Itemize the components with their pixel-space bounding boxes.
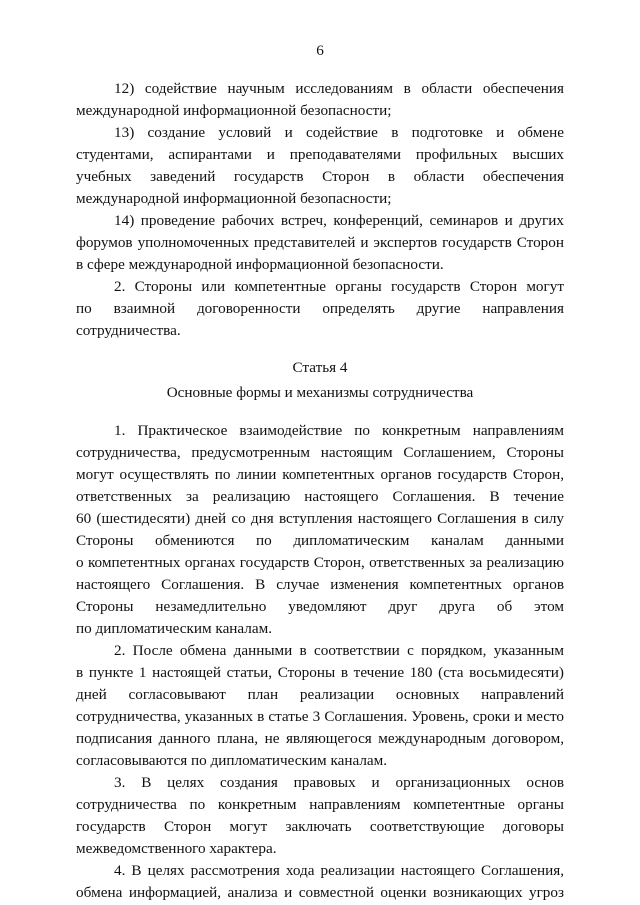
text-line: ответственных за реализацию настоящего Соглашения. В течение	[76, 488, 564, 505]
text-line: 2. После обмена данными в соответствии с порядком, указанным	[114, 642, 564, 659]
text-line: межведомственного характера.	[76, 840, 277, 857]
text-line: форумов уполномоченных представителей и экспертов государств Сторон	[76, 234, 564, 251]
text-line: сотрудничества, указанных в статье 3 Соглашения. Уровень, сроки и место	[76, 708, 564, 725]
text-line: международной информационной безопасности;	[76, 190, 392, 207]
text-line: 12) содействие научным исследованиям в области обеспечения	[114, 80, 564, 97]
article-heading: Статья 4	[292, 359, 348, 376]
text-line: студентами, аспирантами и преподавателями профильных высших	[76, 146, 564, 163]
text-line: в сфере международной информационной безопасности.	[76, 256, 444, 273]
text-line: сотрудничества, предусмотренным настоящим Соглашением, Стороны	[76, 444, 564, 461]
text-line: подписания данного плана, не являющегося международным договором,	[76, 730, 564, 747]
text-line: международной информационной безопасности;	[76, 102, 392, 119]
text-line: 3. В целях создания правовых и организационных основ	[114, 774, 564, 791]
text-line: Стороны незамедлительно уведомляют друг друга об этом	[76, 598, 564, 615]
text-line: по взаимной договоренности определять другие направления	[76, 300, 564, 317]
text-line: обмена информацией, анализа и совместной оценки возникающих угроз	[76, 884, 564, 901]
text-line: учебных заведений государств Сторон в области обеспечения	[76, 168, 564, 185]
text-line: государств Сторон могут заключать соответствующие договоры	[76, 818, 564, 835]
text-line: согласовываются по дипломатическим каналам.	[76, 752, 388, 769]
text-line: 1. Практическое взаимодействие по конкретным направлениям	[114, 422, 564, 439]
text-line: сотрудничества по конкретным направлениям компетентные органы	[76, 796, 564, 813]
text-line: дней согласовывают план реализации основных направлений	[76, 686, 564, 703]
text-line: сотрудничества.	[76, 322, 181, 339]
text-line: могут осуществлять по линии компетентных органов государств Сторон,	[76, 466, 564, 483]
text-line: настоящего Соглашения. В случае изменения компетентных органов	[76, 576, 564, 593]
article-subtitle: Основные формы и механизмы сотрудничества	[166, 384, 474, 401]
text-line: 2. Стороны или компетентные органы государств Сторон могут	[114, 278, 564, 295]
text-line: 60 (шестидесяти) дней со дня вступления настоящего Соглашения в силу	[76, 510, 564, 527]
text-line: по дипломатическим каналам.	[76, 620, 273, 637]
text-line: о компетентных органах государств Сторон, ответственных за реализацию	[76, 554, 564, 571]
page-number: 6	[316, 42, 324, 59]
text-line: Стороны обмениются по дипломатическим каналам данными	[76, 532, 564, 549]
text-line: 4. В целях рассмотрения хода реализации настоящего Соглашения,	[114, 862, 564, 879]
text-line: 13) создание условий и содействие в подготовке и обмене	[114, 124, 564, 141]
text-line: в пункте 1 настоящей статьи, Стороны в течение 180 (ста восьмидесяти)	[76, 664, 564, 681]
text-line: 14) проведение рабочих встреч, конференций, семинаров и других	[114, 212, 564, 229]
